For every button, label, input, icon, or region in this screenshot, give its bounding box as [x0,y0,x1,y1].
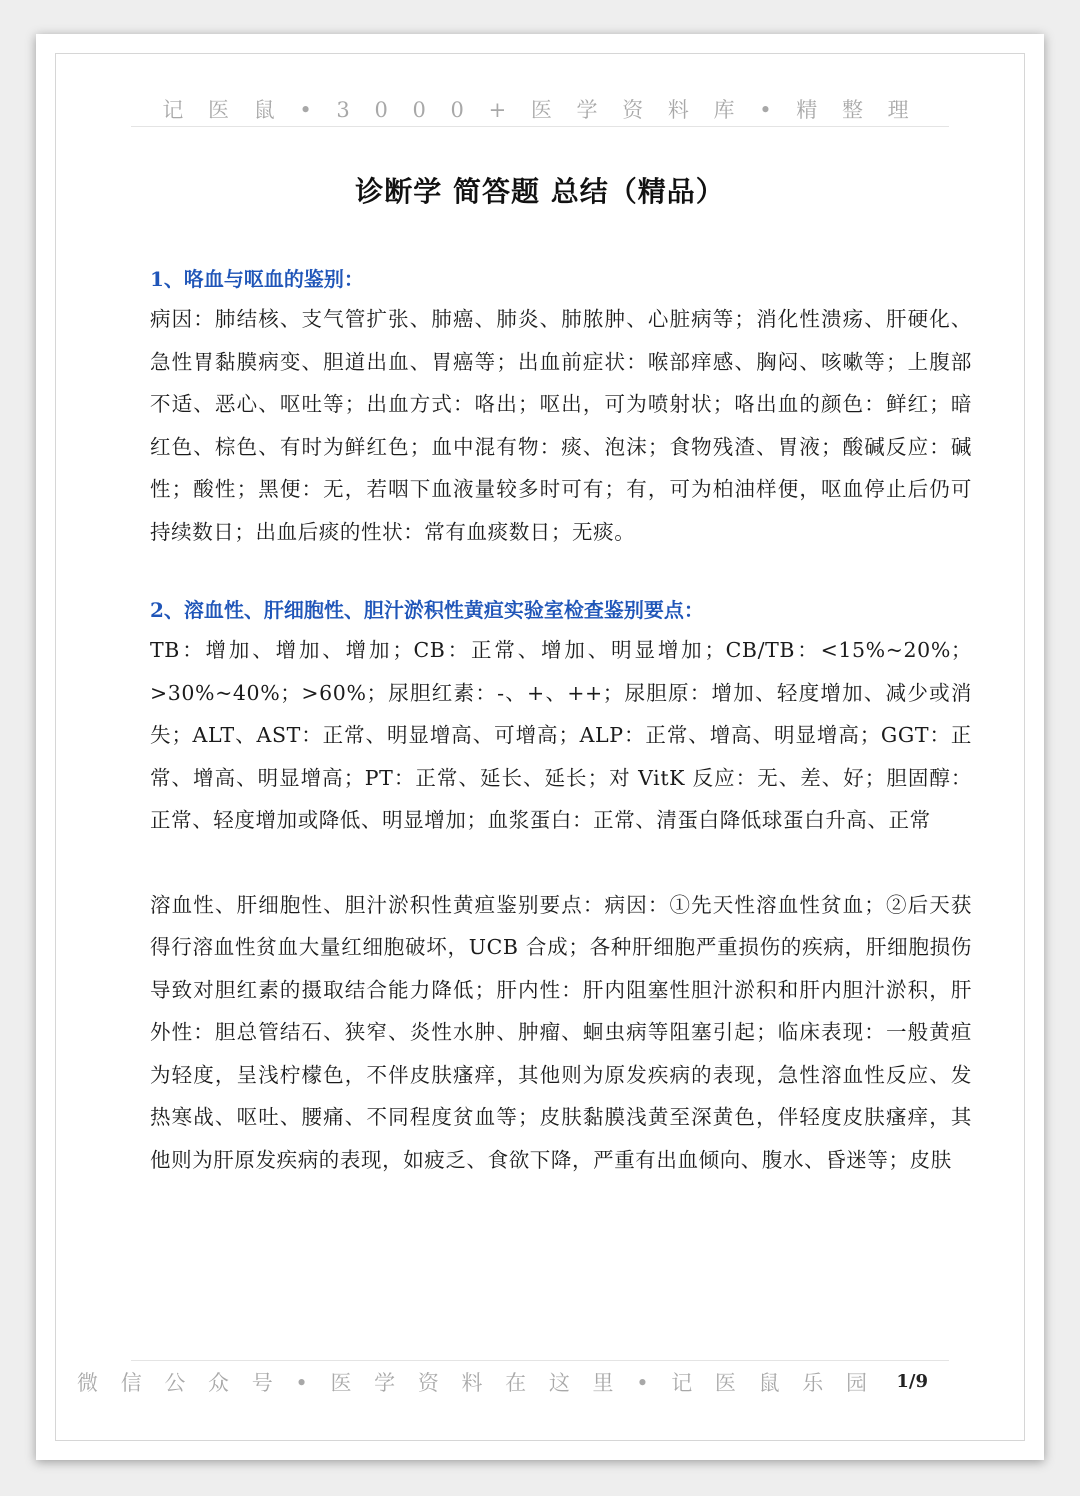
document-title: 诊断学 简答题 总结（精品） [355,175,725,208]
document-body [150,260,972,1181]
section-heading: 2、溶血性、肝细胞性、胆汁淤积性黄疸实验室检查鉴别要点： [150,598,704,622]
section-paragraph: 病因：肺结核、支气管扩张、肺癌、肺炎、肺脓肿、心脏病等；消化性溃疡、肝硬化、急性胃黏膜病变、胆道出血、胃癌等；出血前症状：喉部痒感、胸闷、咳嗽等；上腹部不适、恶心、呕吐等；出血方式：咯出；呕出，可为喷射状；咯出血的颜色：鲜红；暗红色、棕色、有时为鲜红色；血中混有物：痰、泡沫；食物残渣、胃液；酸碱反应：碱性；酸性；黑便：无，若咽下血液量较多时可有；有，可为柏油样便，呕血停止后仍可持续数日；出血后痰的性状：常有血痰数日；无痰。 [150,307,972,544]
document-page [36,34,1044,1460]
section-paragraph: TB：增加、增加、增加；CB：正常、增加、明显增加；CB/TB：<15%~20%；>30%~40%；>60%；尿胆红素：-、+、++；尿胆原：增加、轻度增加、减少或消失；ALT、AST：正常、明显增高、可增高；ALP：正常、增高、明显增高；GGT：正常、增高、明显增高；PT：正常、延长、延长；对 VitK 反应：无、差、好；胆固醇：正常、轻度增加或降低、明显增加；血浆蛋白：正常、清蛋白降低球蛋白升高、正常 [150,638,972,832]
page-header: 记 医 鼠 • 3 0 0 0 + 医 学 资 料 库 • 精 整 理 [162,98,918,122]
page-number: 1/9 [896,1371,928,1392]
section-heading: 1、咯血与呕血的鉴别： [150,267,364,291]
page-footer: 微 信 公 众 号 • 医 学 资 料 在 这 里 • 记 医 鼠 乐 园 [77,1371,875,1395]
section-paragraph: 溶血性、肝细胞性、胆汁淤积性黄疸鉴别要点：病因：①先天性溶血性贫血；②后天获得行溶血性贫血大量红细胞破坏，UCB 合成；各种肝细胞严重损伤的疾病，肝细胞损伤导致对胆红素的摄取结合能力降低；肝内性：肝内阻塞性胆汁淤积和肝内胆汁淤积，肝外性：胆总管结石、狭窄、炎性水肿、肿瘤、蛔虫病等阻塞引起；临床表现：一般黄疸为轻度，呈浅柠檬色，不伴皮肤瘙痒，其他则为原发疾病的表现，急性溶血性反应、发热寒战、呕吐、腰痛、不同程度贫血等；皮肤黏膜浅黄至深黄色，伴轻度皮肤瘙痒，其他则为肝原发疾病的表现，如疲乏、食欲下降，严重有出血倾向、腹水、昏迷等；皮肤 [150,892,972,1172]
footer-divider [131,1360,949,1361]
header-divider [131,126,949,127]
